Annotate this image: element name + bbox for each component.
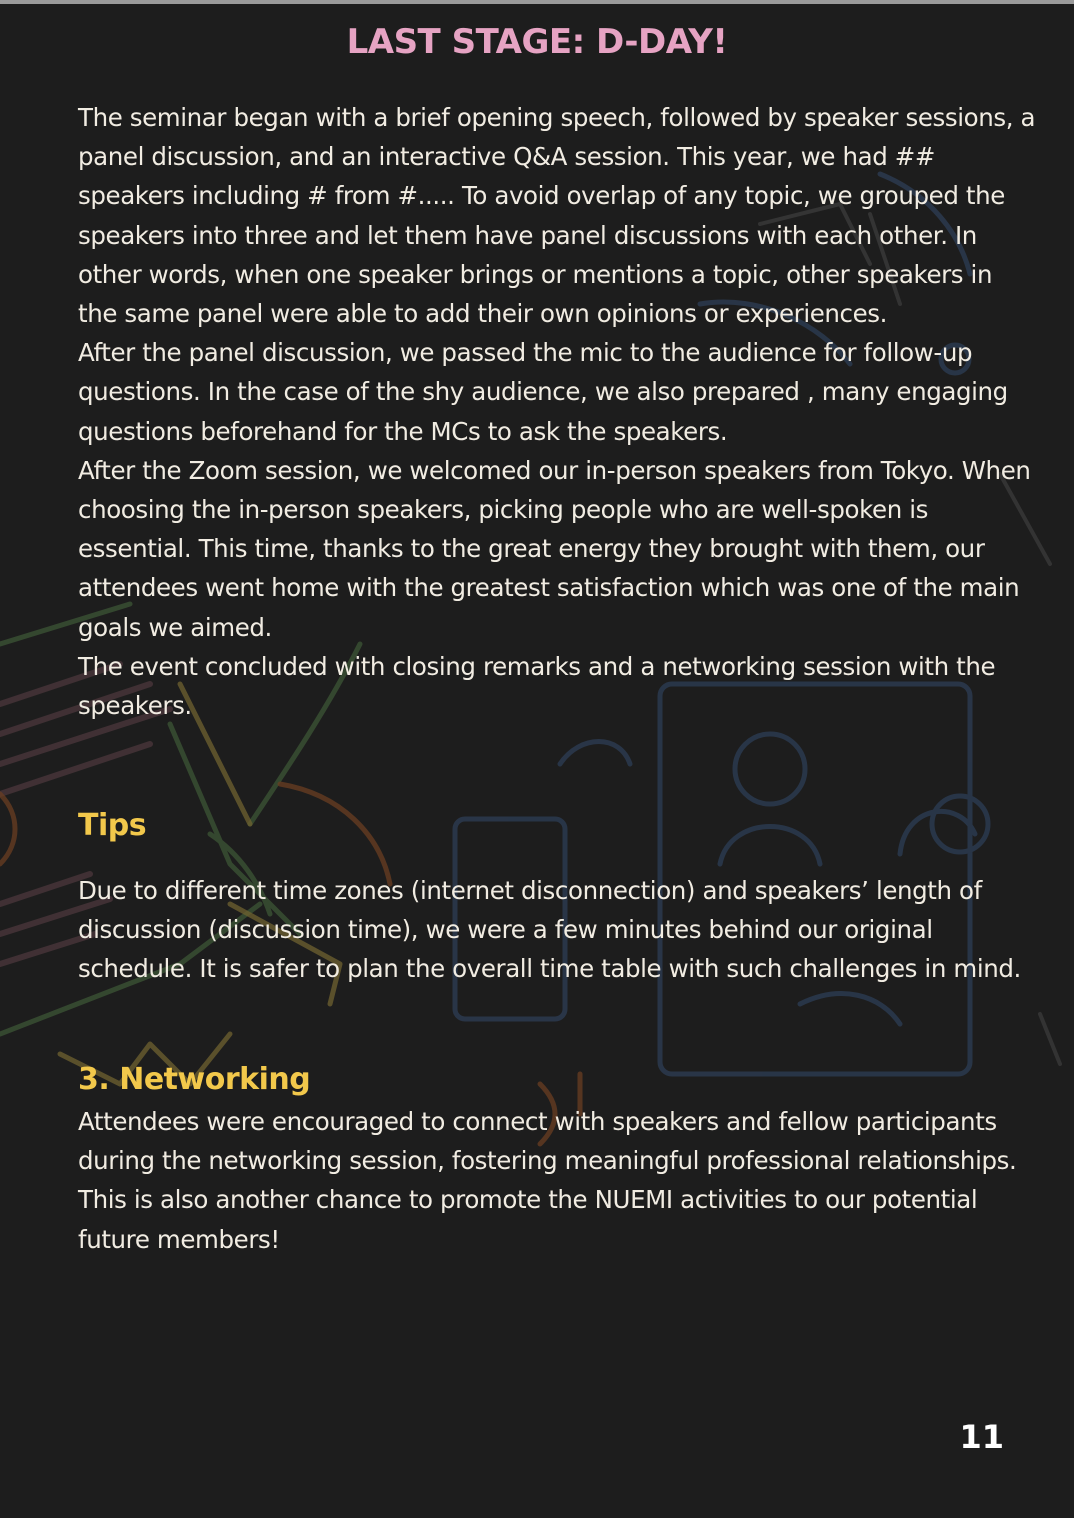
networking-section bbox=[78, 1102, 1038, 1259]
networking-paragraph: Attendees were encouraged to connect with speakers and fellow participants during the networking session, fostering meaningful professional relationships. This is also another chance to promote the NUEMI activities to our potential future members! bbox=[78, 1107, 1017, 1254]
page-title: LAST STAGE: D-DAY! bbox=[346, 22, 728, 62]
tips-heading: Tips bbox=[78, 808, 147, 843]
intro-paragraph: After the Zoom session, we welcomed our in-person speakers from Tokyo. When choosing the in-person speakers, picking people who are well-spoken is essential. This time, thanks to the great energy they brought with them, our attendees went home with the greatest satisfaction which was one of the main goals we aimed. bbox=[78, 455, 1031, 642]
intro-section bbox=[78, 98, 1038, 725]
intro-paragraph: The event concluded with closing remarks and a networking session with the speakers. bbox=[78, 651, 996, 721]
page-number: 11 bbox=[959, 1418, 1004, 1456]
tips-section bbox=[78, 871, 1038, 989]
networking-heading: 3. Networking bbox=[78, 1062, 311, 1097]
intro-paragraph: The seminar began with a brief opening speech, followed by speaker sessions, a panel discussion, and an interactive Q&A session. This year, we had ## speakers including # from #..... To avoid overlap of any topic, we grouped the speakers into three and let them have panel discussions with each other. In other words, when one speaker brings or mentions a topic, other speakers in the same panel were able to add their own opinions or experiences. bbox=[78, 103, 1036, 329]
intro-paragraph: After the panel discussion, we passed the mic to the audience for follow-up questions. In the case of the shy audience, we also prepared , many engaging questions beforehand for the MCs to ask the speakers. bbox=[78, 338, 1008, 446]
tips-paragraph: Due to different time zones (internet disconnection) and speakers’ length of discussion (discussion time), we were a few minutes behind our original schedule. It is safer to plan the overall time table with such challenges in mind. bbox=[78, 876, 1021, 984]
